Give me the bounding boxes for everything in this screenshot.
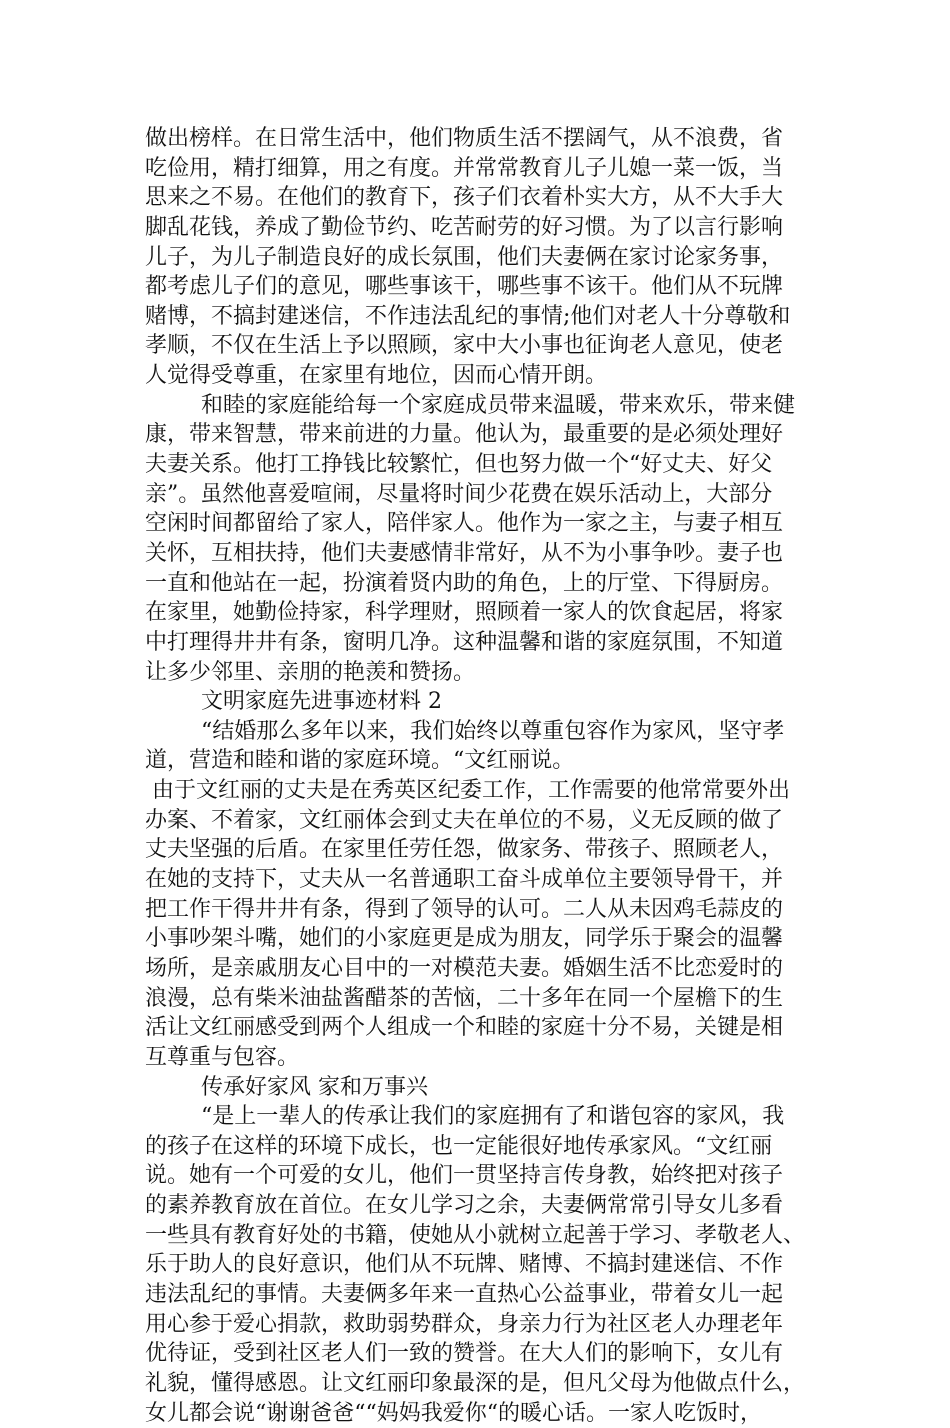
- text-line: 脚乱花钱，养成了勤俭节约、吃苦耐劳的好习惯。为了以言行影响: [145, 214, 784, 240]
- text-line: 在她的支持下，丈夫从一名普通职工奋斗成单位主要领导骨干，并: [145, 867, 784, 893]
- text-line: 把工作干得井井有条，得到了领导的认可。二人从未因鸡毛蒜皮的: [145, 896, 784, 922]
- text-line: 的孩子在这样的环境下成长，也一定能很好地传承家风。“文红丽: [145, 1133, 773, 1159]
- text-line: 文明家庭先进事迹材料 2: [145, 689, 442, 715]
- text-line: 场所，是亲戚朋友心目中的一对模范夫妻。婚姻生活不比恋爱时的: [145, 955, 784, 981]
- text-line: 女儿都会说“谢谢爸爸““妈妈我爱你“的暖心话。一家人吃饭时，: [145, 1400, 762, 1426]
- text-line: 一直和他站在一起，扮演着贤内助的角色，上的厅堂、下得厨房。: [145, 570, 784, 596]
- text-line: 用心参于爱心捐款，救助弱势群众，身亲力行为社区老人办理老年: [145, 1311, 784, 1337]
- text-line: 和睦的家庭能给每一个家庭成员带来温暖，带来欢乐，带来健: [145, 392, 795, 418]
- text-line: 由于文红丽的丈夫是在秀英区纪委工作，工作需要的他常常要外出: [145, 778, 790, 804]
- text-line: 人觉得受尊重，在家里有地位，因而心情开朗。: [145, 363, 608, 389]
- text-line: 夫妻关系。他打工挣钱比较繁忙，但也努力做一个“好丈夫、好父: [145, 452, 773, 478]
- text-line: 互尊重与包容。: [145, 1044, 300, 1070]
- text-line: 中打理得井井有条，窗明几净。这种温馨和谐的家庭氛围，不知道: [145, 629, 784, 655]
- text-line: 赌博，不搞封建迷信，不作违法乱纪的事情;他们对老人十分尊敬和: [145, 303, 791, 329]
- text-line: 一些具有教育好处的书籍，使她从小就树立起善于学习、孝敬老人、: [145, 1222, 806, 1248]
- text-line: 优待证，受到社区老人们一致的赞誉。在大人们的影响下，女儿有: [145, 1341, 784, 1367]
- text-line: 活让文红丽感受到两个人组成一个和睦的家庭十分不易，关键是相: [145, 1015, 784, 1041]
- text-line: 孝顺，不仅在生活上予以照顾，家中大小事也征询老人意见，使老: [145, 333, 784, 359]
- text-line: 传承好家风 家和万事兴: [145, 1074, 428, 1100]
- text-line: 吃俭用，精打细算，用之有度。并常常教育儿子儿媳一菜一饭，当: [145, 155, 784, 181]
- text-line: 让多少邻里、亲朋的艳羡和赞扬。: [145, 659, 476, 685]
- text-line: “是上一辈人的传承让我们的家庭拥有了和谐包容的家风，我: [145, 1104, 785, 1130]
- text-line: 浪漫，总有柴米油盐酱醋茶的苦恼，二十多年在同一个屋檐下的生: [145, 985, 784, 1011]
- text-line: 道，营造和睦和谐的家庭环境。“文红丽说。: [145, 748, 575, 774]
- text-line: 礼貌，懂得感恩。让文红丽印象最深的是，但凡父母为他做点什么，: [145, 1370, 806, 1396]
- text-line: 关怀，互相扶持，他们夫妻感情非常好，从不为小事争吵。妻子也: [145, 540, 784, 566]
- text-line: 做出榜样。在日常生活中，他们物质生活不摆阔气，从不浪费，省: [145, 126, 784, 151]
- text-line: “结婚那么多年以来，我们始终以尊重包容作为家风，坚守孝: [145, 718, 785, 744]
- text-line: 丈夫坚强的后盾。在家里任劳任怨，做家务、带孩子、照顾老人，: [145, 837, 784, 863]
- body-text: [145, 124, 810, 1428]
- text-line: 康，带来智慧，带来前进的力量。他认为，最重要的是必须处理好: [145, 422, 784, 448]
- text-line: 违法乱纪的事情。夫妻俩多年来一直热心公益事业，带着女儿一起: [145, 1281, 784, 1307]
- text-line: 儿子，为儿子制造良好的成长氛围，他们夫妻俩在家讨论家务事，: [145, 244, 784, 270]
- text-line: 思来之不易。在他们的教育下，孩子们衣着朴实大方，从不大手大: [145, 185, 784, 211]
- text-line: 办案、不着家，文红丽体会到丈夫在单位的不易，义无反顾的做了: [145, 807, 784, 833]
- text-line: 的素养教育放在首位。在女儿学习之余，夫妻俩常常引导女儿多看: [145, 1193, 784, 1219]
- text-line: 都考虑儿子们的意见，哪些事该干，哪些事不该干。他们从不玩牌: [145, 274, 784, 300]
- text-line: 小事吵架斗嘴，她们的小家庭更是成为朋友，同学乐于聚会的温馨: [145, 926, 784, 952]
- text-line: 亲”。虽然他喜爱喧闹，尽量将时间少花费在娱乐活动上，大部分: [145, 481, 773, 507]
- text-line: 乐于助人的良好意识，他们从不玩牌、赌博、不搞封建迷信、不作: [145, 1252, 784, 1278]
- text-line: 空闲时间都留给了家人，陪伴家人。他作为一家之主，与妻子相互: [145, 511, 784, 537]
- text-line: 说。她有一个可爱的女儿，他们一贯坚持言传身教，始终把对孩子: [145, 1163, 784, 1189]
- text-line: 在家里，她勤俭持家，科学理财，照顾着一家人的饮食起居，将家: [145, 600, 784, 626]
